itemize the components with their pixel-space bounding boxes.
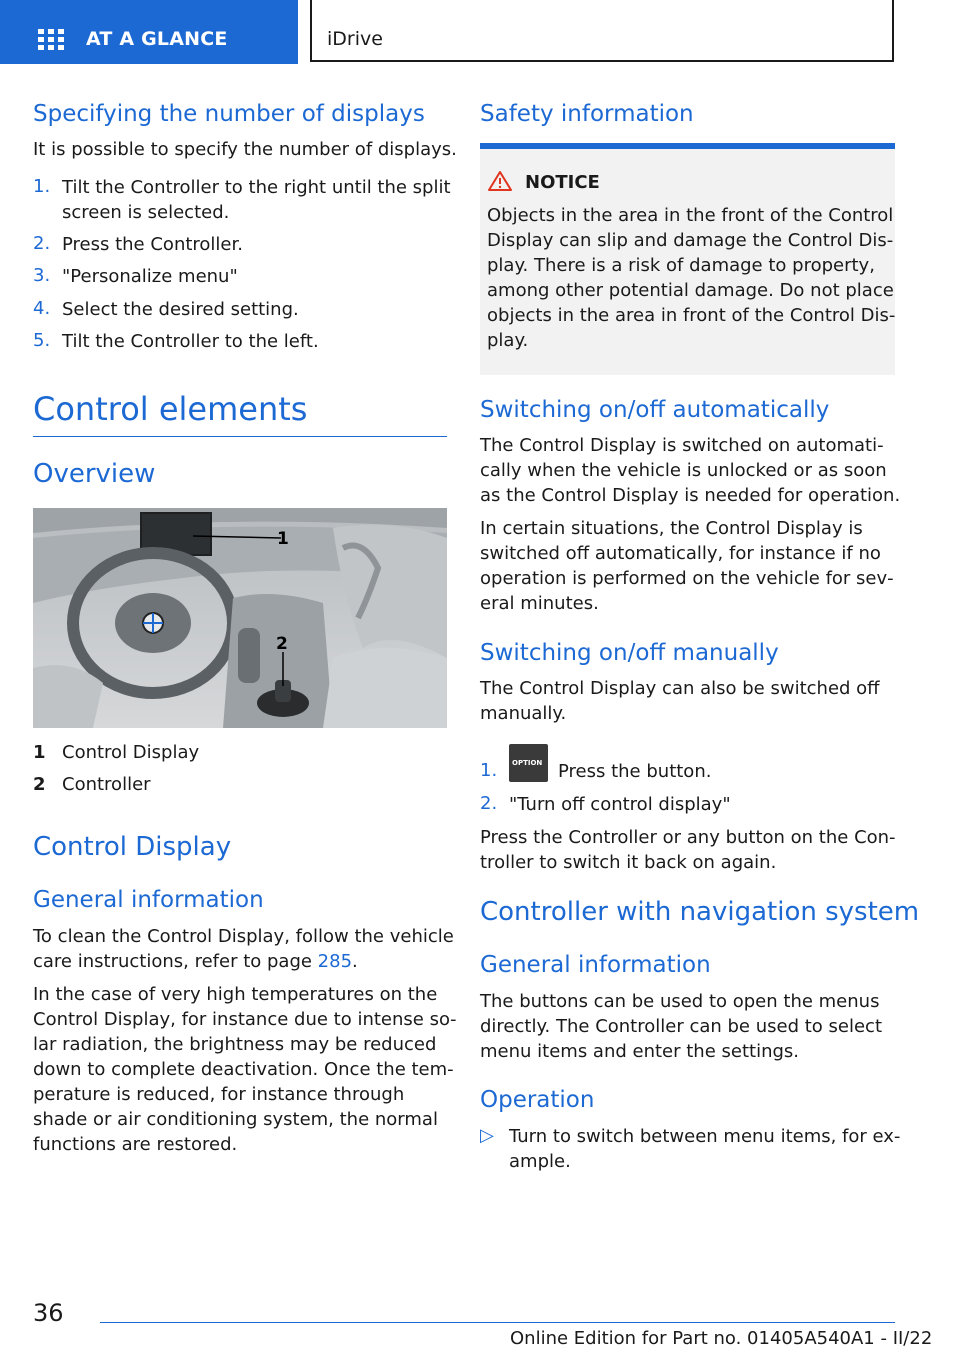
step-number: 1. <box>480 760 498 781</box>
operation-heading: Operation <box>480 1087 595 1113</box>
temp-para-line: shade or air conditioning system, the normal <box>33 1109 438 1130</box>
clean-para-period: . <box>352 951 358 972</box>
auto-para-line: as the Control Display is needed for operation. <box>480 485 901 506</box>
step-text: Press the Controller. <box>62 234 243 255</box>
manual-after-line: troller to switch it back on again. <box>480 852 777 873</box>
temp-para-line: In the case of very high temperatures on the <box>33 984 438 1005</box>
bullet-arrow-icon: ▷ <box>480 1125 494 1146</box>
step-text: Tilt the Controller to the right until the split <box>62 177 451 198</box>
step-text: "Personalize menu" <box>62 266 238 287</box>
legend-number: 2 <box>33 774 46 795</box>
grid-icon <box>38 29 66 51</box>
section-tab[interactable] <box>0 0 298 64</box>
manual-para-line: manually. <box>480 703 567 724</box>
temp-para-line: lar radiation, the brightness may be reduced <box>33 1034 437 1055</box>
step-number: 1. <box>33 176 51 197</box>
step-text: Press the button. <box>558 761 712 782</box>
legend-number: 1 <box>33 742 46 763</box>
step-text: Tilt the Controller to the left. <box>62 331 319 352</box>
notice-line: Display can slip and damage the Control Dis‐ <box>487 230 894 251</box>
notice-title: NOTICE <box>525 172 600 193</box>
chapter-tab-frame <box>310 0 894 62</box>
nav-para-line: menu items and enter the settings. <box>480 1041 799 1062</box>
notice-line: Objects in the area in the front of the Control <box>487 205 894 226</box>
general-info-heading: General information <box>33 887 264 913</box>
legend-label: Control Display <box>62 742 200 763</box>
bullet-text: Turn to switch between menu items, for ex‐ <box>509 1126 901 1147</box>
temp-para-line: perature is reduced, for instance through <box>33 1084 405 1105</box>
clean-para-text: care instructions, refer to page <box>33 951 318 972</box>
nav-para-line: The buttons can be used to open the menus <box>480 991 880 1012</box>
displays-heading: Specifying the number of displays <box>33 101 425 127</box>
control-display-heading: Control Display <box>33 832 232 862</box>
legend-label: Controller <box>62 774 151 795</box>
option-button-icon <box>509 744 548 782</box>
notice-line: play. There is a risk of damage to property, <box>487 255 875 276</box>
callout-2: 2 <box>276 634 288 654</box>
overview-heading: Overview <box>33 459 156 489</box>
cockpit-illustration <box>33 508 447 728</box>
temp-para-line: functions are restored. <box>33 1134 238 1155</box>
control-elements-heading: Control elements <box>33 390 308 428</box>
clean-para-line <box>33 949 358 974</box>
auto-para-line: cally when the vehicle is unlocked or as soon <box>480 460 887 481</box>
cockpit-photo <box>33 508 447 728</box>
auto-para-line: The Control Display is switched on automati‐ <box>480 435 884 456</box>
step-number: 2. <box>480 793 498 814</box>
manual-heading: Switching on/off manually <box>480 640 779 666</box>
auto-para-line: switched off automatically, for instance if no <box>480 543 881 564</box>
step-number: 2. <box>33 233 51 254</box>
clean-para-line: To clean the Control Display, follow the vehicle <box>33 926 454 947</box>
nav-heading: Controller with navigation system <box>480 897 920 927</box>
auto-heading: Switching on/off automatically <box>480 397 830 423</box>
auto-para-line: eral minutes. <box>480 593 599 614</box>
step-text: Select the desired setting. <box>62 299 299 320</box>
page-number: 36 <box>33 1299 64 1327</box>
bullet-text: ample. <box>509 1151 571 1172</box>
nav-general-heading: General information <box>480 952 711 978</box>
step-number: 3. <box>33 265 51 286</box>
notice-line: among other potential damage. Do not place <box>487 280 894 301</box>
nav-para-line: directly. The Controller can be used to select <box>480 1016 883 1037</box>
footer-rule <box>100 1322 895 1323</box>
notice-line: play. <box>487 330 529 351</box>
heading-rule <box>33 436 447 437</box>
step-text: "Turn off control display" <box>509 794 731 815</box>
temp-para-line: Control Display, for instance due to intense so‐ <box>33 1009 457 1030</box>
edition-text: Online Edition for Part no. 01405A540A1 - II/22 <box>510 1328 933 1349</box>
notice-line: objects in the area in front of the Control Dis‐ <box>487 305 896 326</box>
auto-para-line: In certain situations, the Control Display is <box>480 518 863 539</box>
callout-1: 1 <box>277 529 289 549</box>
chapter-title: iDrive <box>327 28 383 50</box>
manual-para-line: The Control Display can also be switched off <box>480 678 880 699</box>
displays-intro: It is possible to specify the number of displays. <box>33 139 457 160</box>
page-reference-link[interactable]: 285 <box>317 951 353 972</box>
step-text: screen is selected. <box>62 202 230 223</box>
option-button-label: OPTION <box>512 759 543 767</box>
section-label: AT A GLANCE <box>86 28 228 50</box>
warning-triangle-icon <box>487 170 513 192</box>
auto-para-line: operation is performed on the vehicle for sev‐ <box>480 568 894 589</box>
temp-para-line: down to complete deactivation. Once the tem‐ <box>33 1059 454 1080</box>
step-number: 5. <box>33 330 51 351</box>
manual-after-line: Press the Controller or any button on the Con‐ <box>480 827 896 848</box>
step-number: 4. <box>33 298 51 319</box>
safety-heading: Safety information <box>480 101 694 127</box>
